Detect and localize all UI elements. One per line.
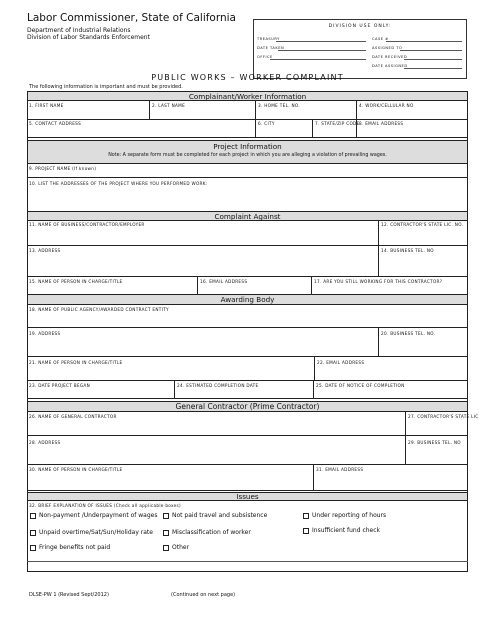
row-divider (27, 327, 468, 328)
column-divider (312, 119, 313, 137)
checkbox-misclassification[interactable] (163, 530, 169, 536)
business-address-field[interactable]: 13. ADDRESS (29, 248, 61, 253)
worker-heading: Complainant/Worker Information (27, 91, 468, 101)
treasury-field[interactable] (276, 41, 366, 42)
division-use-title: DIVISION USE ONLY: (328, 24, 392, 29)
checkbox-label: Other (172, 544, 190, 551)
project-note: Note: A separate form must be completed for each project in which you are alleging a violation of prevailing wages. (108, 153, 387, 158)
date-received-label: DATE RECEIVED (372, 55, 408, 59)
column-divider (313, 464, 314, 490)
state-zip-field[interactable]: 7. STATE/ZIP CODE (315, 121, 360, 126)
worker-email-field[interactable]: 8. EMAIL ADDRESS (359, 121, 404, 126)
row-divider (27, 119, 468, 120)
project-addresses-field[interactable]: 10. LIST THE ADDRESSES OF THE PROJECT WHERE YOU PERFORMED WORK: (29, 181, 208, 186)
continued-note: (Continued on next page) (171, 592, 236, 598)
est-completion-field[interactable]: 24. ESTIMATED COMPLETION DATE (177, 383, 259, 388)
complaint-email-field[interactable]: 16. EMAIL ADDRESS (200, 279, 248, 284)
agency-title: Labor Commissioner, State of California (27, 12, 236, 24)
date-assigned-label: DATE ASSIGNED (372, 64, 408, 68)
general-address-field[interactable]: 28. ADDRESS (29, 440, 61, 445)
row-divider (27, 356, 468, 357)
column-divider (378, 327, 379, 356)
notice-completion-field[interactable]: 25. DATE OF NOTICE OF COMPLETION (316, 383, 405, 388)
general-person-field[interactable]: 30. NAME OF PERSON IN CHARGE/TITLE (29, 467, 123, 472)
work-cell-field[interactable]: 4. WORK/CELLULAR NO (359, 103, 414, 108)
column-divider (314, 356, 315, 380)
division-use-box (253, 19, 467, 79)
office-label: OFFICE (257, 55, 273, 59)
agency-department: Department of Industrial Relations (27, 27, 131, 34)
agency-address-field[interactable]: 19. ADDRESS (29, 331, 61, 336)
contractor-license-field[interactable]: 12. CONTRACTOR'S STATE LIC. NO. (381, 222, 464, 227)
row-divider (27, 177, 468, 178)
checkbox-fringe[interactable] (30, 545, 36, 551)
home-tel-field[interactable]: 3. HOME TEL. NO. (258, 103, 300, 108)
agency-division: Division of Labor Standards Enforcement (27, 34, 150, 41)
date-began-field[interactable]: 23. DATE PROJECT BEGAN (29, 383, 91, 388)
general-heading: General Contractor (Prime Contractor) (27, 401, 468, 412)
checkbox-other[interactable] (163, 545, 169, 551)
row-divider (27, 137, 468, 138)
row-divider (27, 435, 468, 436)
office-field[interactable] (270, 59, 366, 60)
checkbox-nonpayment[interactable] (30, 513, 36, 519)
date-received-field[interactable] (404, 59, 462, 60)
person-in-charge-field[interactable]: 15. NAME OF PERSON IN CHARGE/TITLE (29, 279, 123, 284)
form-title: PUBLIC WORKS – WORKER COMPLAINT (151, 73, 344, 82)
checkbox-travel[interactable] (163, 513, 169, 519)
project-name-field[interactable]: 9. PROJECT NAME (If known) (29, 166, 97, 171)
checkbox-label: Insufficient fund check (312, 527, 381, 534)
agency-tel-field[interactable]: 20. BUSINESS TEL. NO. (381, 331, 436, 336)
checkbox-label: Misclassification of worker (172, 529, 251, 536)
general-email-field[interactable]: 31. EMAIL ADDRESS (316, 467, 364, 472)
row-divider (27, 398, 468, 399)
case-no-label: CASE # (372, 37, 389, 41)
issues-explanation-label: 32. BRIEF EXPLANATION OF ISSUES (Check all applicable boxes) (29, 503, 181, 508)
row-divider (27, 490, 468, 491)
checkbox-label: Unpaid overtime/Sat/Sun/Holiday rate (39, 529, 153, 536)
checkbox-overtime[interactable] (30, 530, 36, 536)
general-license-field[interactable]: 27. CONTRACTOR'S STATE LIC (408, 414, 479, 419)
row-divider (27, 276, 468, 277)
city-field[interactable]: 6. CITY (258, 121, 275, 126)
awarding-heading: Awarding Body (27, 294, 468, 305)
column-divider (378, 221, 379, 276)
first-name-field[interactable]: 1. FIRST NAME (29, 103, 64, 108)
business-name-field[interactable]: 11. NAME OF BUSINESS/CONTRACTOR/EMPLOYER (29, 222, 145, 227)
checkbox-underreporting[interactable] (303, 513, 309, 519)
checkbox-label: Under reporting of hours (312, 512, 387, 519)
general-contractor-field[interactable]: 26. NAME OF GENERAL CONTRACTOR (29, 414, 117, 419)
general-tel-field[interactable]: 29. BUSINESS TEL. NO (408, 440, 461, 445)
still-working-field[interactable]: 17. ARE YOU STILL WORKING FOR THIS CONTRACTOR? (314, 279, 443, 284)
assigned-to-field[interactable] (400, 50, 462, 51)
column-divider (149, 101, 150, 119)
intro-text: The following information is important and must be provided. (29, 84, 183, 90)
treasury-label: TREASURY (257, 37, 280, 41)
date-taken-label: DATE TAKEN (257, 46, 285, 50)
row-divider (27, 245, 468, 246)
column-divider (174, 380, 175, 398)
date-assigned-field[interactable] (404, 68, 462, 69)
contact-address-field[interactable]: 5. CONTACT ADDRESS (29, 121, 82, 126)
checkbox-insufficient-fund[interactable] (303, 528, 309, 534)
issues-heading: Issues (27, 492, 468, 501)
column-divider (311, 276, 312, 294)
public-agency-field[interactable]: 18. NAME OF PUBLIC AGENCY/AWARDED CONTRACT ENTITY (29, 307, 169, 312)
form-id: DLSE-PW 1 (Revised Sept/2012) (29, 592, 109, 598)
column-divider (356, 101, 357, 137)
column-divider (313, 380, 314, 398)
column-divider (255, 101, 256, 137)
project-heading-title: Project Information (213, 142, 282, 151)
checkbox-label: Not paid travel and subsistence (172, 512, 268, 519)
business-tel-field[interactable]: 14. BUSINESS TEL. NO (381, 248, 434, 253)
row-divider (27, 464, 468, 465)
assigned-to-label: ASSIGNED TO (372, 46, 403, 50)
checkbox-label: Non-payment /Underpayment of wages (39, 512, 158, 519)
column-divider (405, 412, 406, 464)
checkbox-label: Fringe benefits not paid (39, 544, 111, 551)
date-taken-field[interactable] (278, 50, 366, 51)
column-divider (197, 276, 198, 294)
last-name-field[interactable]: 2. LAST NAME (152, 103, 186, 108)
agency-email-field[interactable]: 22. EMAIL ADDRESS (317, 360, 365, 365)
answer-line[interactable] (27, 561, 468, 562)
row-divider (27, 380, 468, 381)
agency-person-field[interactable]: 21. NAME OF PERSON IN CHARGE/TITLE (29, 360, 123, 365)
project-heading (27, 140, 468, 164)
case-no-field[interactable] (386, 41, 462, 42)
complaint-heading: Complaint Against (27, 211, 468, 221)
